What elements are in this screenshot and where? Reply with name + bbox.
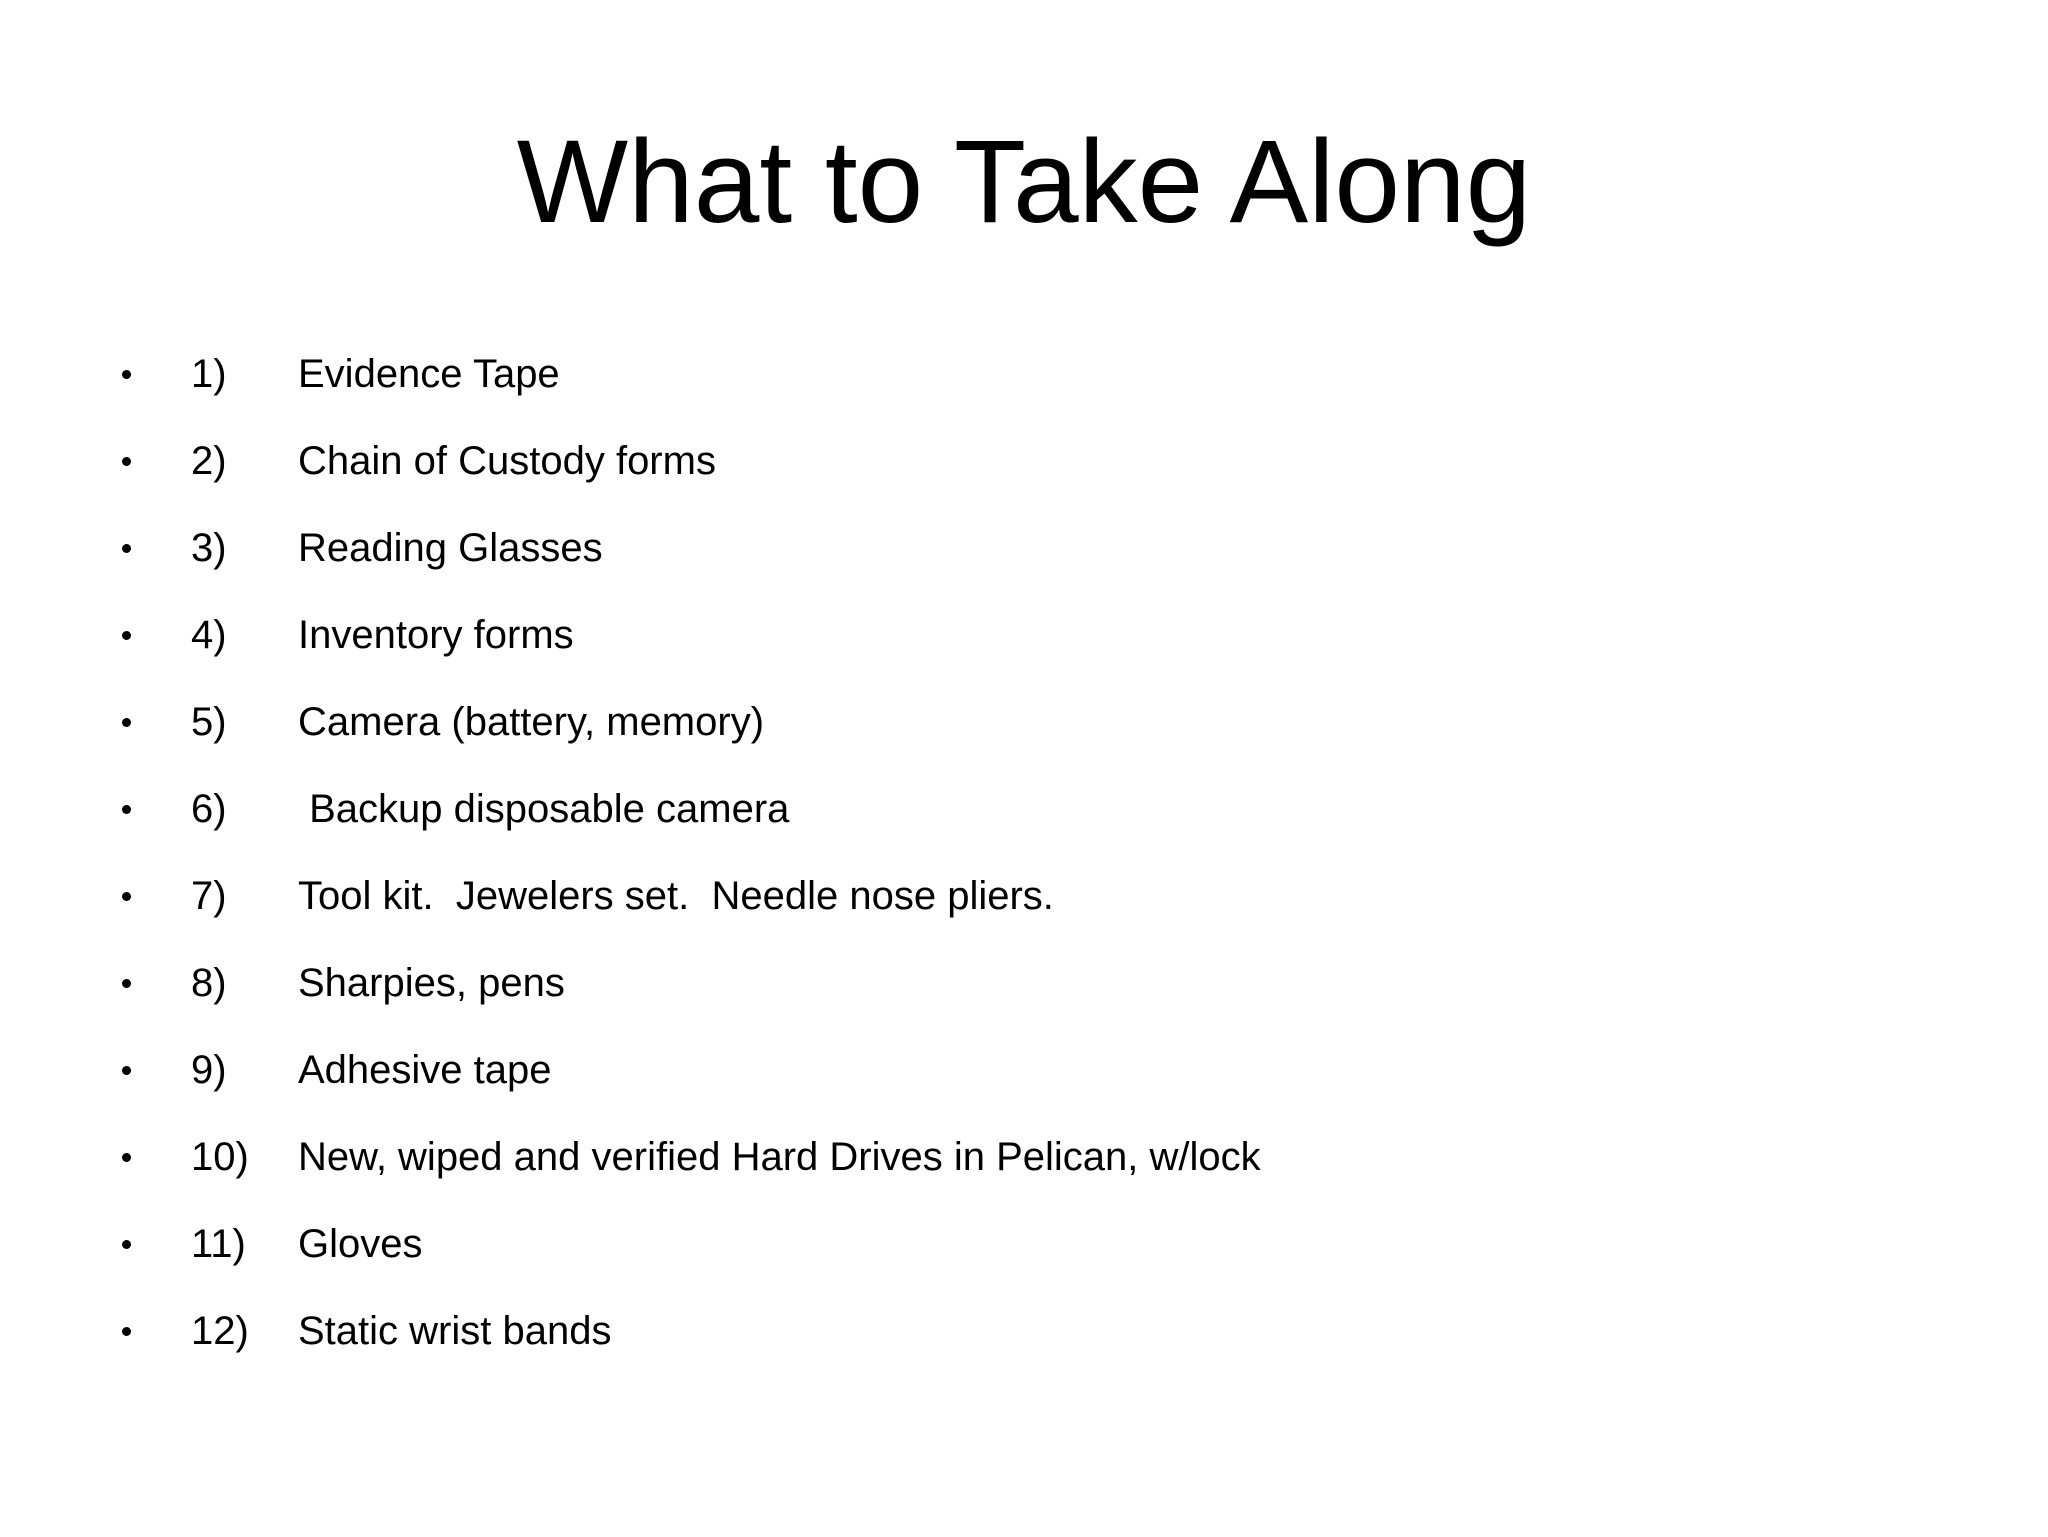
item-number: 12)	[191, 1309, 249, 1353]
bullet-icon	[122, 1327, 131, 1336]
list-item	[0, 611, 1500, 698]
list-item	[0, 350, 1500, 437]
list-item	[0, 959, 1500, 1046]
item-text: New, wiped and verified Hard Drives in Pelican, w/lock	[298, 1135, 1261, 1179]
item-number: 4)	[191, 613, 227, 657]
item-number: 10)	[191, 1135, 249, 1179]
bullet-icon	[122, 457, 131, 466]
item-number: 11)	[191, 1222, 246, 1266]
item-number: 3)	[191, 526, 227, 570]
list-item	[0, 437, 1500, 524]
item-text: Reading Glasses	[298, 526, 603, 570]
item-text: Camera (battery, memory)	[298, 700, 765, 744]
bullet-icon	[122, 544, 131, 553]
bullet-icon	[122, 1240, 131, 1249]
bullet-icon	[122, 370, 131, 379]
list-item	[0, 524, 1500, 611]
item-number: 1)	[191, 352, 227, 396]
list-item	[0, 1307, 1500, 1394]
list-item	[0, 698, 1500, 785]
item-text: Sharpies, pens	[298, 961, 565, 1005]
item-text: Tool kit. Jewelers set. Needle nose pliers.	[298, 874, 1054, 918]
bullet-icon	[122, 979, 131, 988]
bullet-icon	[122, 892, 131, 901]
list-item	[0, 872, 1500, 959]
item-number: 9)	[191, 1048, 227, 1092]
list-item	[0, 1133, 1500, 1220]
bullet-icon	[122, 805, 131, 814]
list-item	[0, 1046, 1500, 1133]
slide-title: What to Take Along	[516, 116, 1532, 248]
item-number: 5)	[191, 700, 227, 744]
bullet-icon	[122, 1066, 131, 1075]
bullet-icon	[122, 718, 131, 727]
item-text: Static wrist bands	[298, 1309, 612, 1353]
list-item	[0, 785, 1500, 872]
item-text: Adhesive tape	[298, 1048, 552, 1092]
item-number: 6)	[191, 787, 227, 831]
bullet-icon	[122, 631, 131, 640]
item-text: Inventory forms	[298, 613, 574, 657]
list-item	[0, 1220, 1500, 1307]
item-number: 2)	[191, 439, 227, 483]
item-text: Chain of Custody forms	[298, 439, 716, 483]
item-text: Evidence Tape	[298, 352, 560, 396]
item-number: 8)	[191, 961, 227, 1005]
checklist	[0, 350, 1500, 1394]
item-number: 7)	[191, 874, 227, 918]
item-text: Backup disposable camera	[298, 787, 790, 831]
bullet-icon	[122, 1153, 131, 1162]
item-text: Gloves	[298, 1222, 423, 1266]
